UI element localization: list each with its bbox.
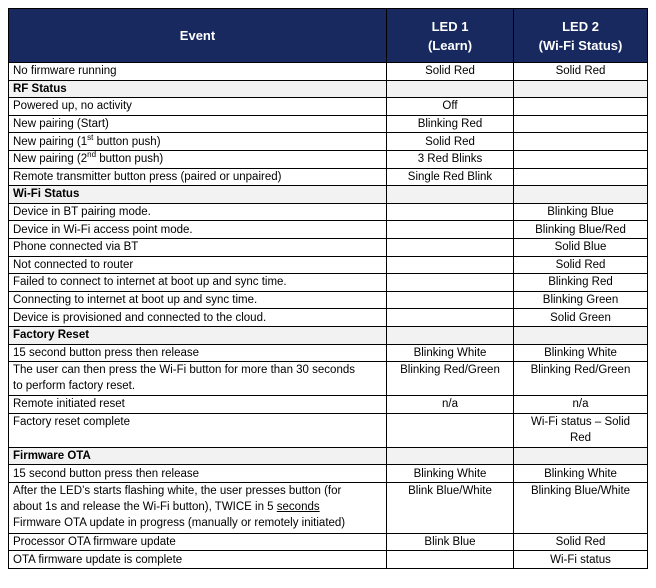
section-title: RF Status xyxy=(9,80,387,98)
section-title: Firmware OTA xyxy=(9,447,387,465)
section-title: Factory Reset xyxy=(9,326,387,344)
header-led1-title: LED 1 xyxy=(431,18,469,34)
section-empty-cell xyxy=(387,447,514,465)
led2-cell xyxy=(514,150,648,168)
ordinal-superscript: st xyxy=(87,132,94,142)
led1-cell xyxy=(387,221,514,239)
table-row xyxy=(9,413,648,447)
led2-cell: Blinking Blue/Red xyxy=(514,221,648,239)
section-empty-cell xyxy=(514,447,648,465)
led-status-table xyxy=(8,8,648,569)
table-row xyxy=(9,150,648,168)
event-cell: Factory reset complete xyxy=(9,413,387,447)
led2-cell xyxy=(514,133,648,151)
led2-text-line: Red xyxy=(569,431,592,444)
event-cell: Failed to connect to internet at boot up and sync time. xyxy=(9,274,387,292)
led1-cell xyxy=(387,551,514,569)
led1-cell xyxy=(387,203,514,221)
led2-cell: Blinking Blue xyxy=(514,203,648,221)
section-empty-cell xyxy=(514,326,648,344)
table-row xyxy=(9,465,648,483)
table-row xyxy=(9,115,648,133)
led-status-table-container xyxy=(8,8,647,569)
header-event: Event xyxy=(9,9,387,63)
led2-cell xyxy=(514,168,648,186)
led1-cell: Blinking White xyxy=(387,465,514,483)
underlined-word: seconds xyxy=(276,500,320,513)
table-row xyxy=(9,63,648,81)
event-text-line: After the LED’s starts flashing white, the user presses button (for xyxy=(13,484,342,497)
header-led2-subtitle: (Wi-Fi Status) xyxy=(538,37,623,53)
event-cell: Powered up, no activity xyxy=(9,98,387,116)
led1-cell xyxy=(387,256,514,274)
table-row xyxy=(9,133,648,151)
led1-cell xyxy=(387,413,514,447)
led1-cell: Off xyxy=(387,98,514,116)
table-row xyxy=(9,291,648,309)
header-led2 xyxy=(514,9,648,63)
led2-cell: Solid Red xyxy=(514,63,648,81)
section-empty-cell xyxy=(387,186,514,204)
section-row-rf-status xyxy=(9,80,648,98)
led1-cell xyxy=(387,309,514,327)
header-led2-title: LED 2 xyxy=(562,18,599,34)
event-text-line: about 1s and release the Wi-Fi button), TWICE in 5 xyxy=(13,500,277,513)
led1-cell: Blinking Red/Green xyxy=(387,362,514,396)
led1-cell xyxy=(387,291,514,309)
event-text: button push) xyxy=(96,153,164,166)
table-row xyxy=(9,256,648,274)
led1-cell: Blink Blue xyxy=(387,533,514,551)
event-cell: Device is provisioned and connected to the cloud. xyxy=(9,309,387,327)
table-row xyxy=(9,274,648,292)
table-row xyxy=(9,396,648,414)
section-empty-cell xyxy=(514,80,648,98)
led1-cell: 3 Red Blinks xyxy=(387,150,514,168)
table-row xyxy=(9,482,648,533)
table-row xyxy=(9,362,648,396)
led2-cell: Solid Blue xyxy=(514,238,648,256)
led2-cell: Blinking White xyxy=(514,344,648,362)
led1-cell: Solid Red xyxy=(387,133,514,151)
event-cell: Phone connected via BT xyxy=(9,238,387,256)
led2-cell: Solid Red xyxy=(514,256,648,274)
led2-cell: Solid Green xyxy=(514,309,648,327)
section-row-wifi-status xyxy=(9,186,648,204)
table-row xyxy=(9,221,648,239)
ordinal-superscript: nd xyxy=(87,150,97,160)
event-cell: Processor OTA firmware update xyxy=(9,533,387,551)
table-row xyxy=(9,551,648,569)
table-header-row xyxy=(9,9,648,63)
table-row xyxy=(9,238,648,256)
table-row xyxy=(9,533,648,551)
led2-cell: Blinking Red xyxy=(514,274,648,292)
led1-cell: Single Red Blink xyxy=(387,168,514,186)
event-text: New pairing (1 xyxy=(13,135,88,148)
led2-cell xyxy=(514,115,648,133)
led1-cell: Solid Red xyxy=(387,63,514,81)
led2-cell: Blinking White xyxy=(514,465,648,483)
event-text-line: The user can then press the Wi-Fi button for more than 30 seconds xyxy=(13,364,355,377)
event-cell: Remote transmitter button press (paired or unpaired) xyxy=(9,168,387,186)
event-cell: Not connected to router xyxy=(9,256,387,274)
event-text: button push) xyxy=(93,135,161,148)
led2-cell: n/a xyxy=(514,396,648,414)
led2-text-line: Wi-Fi status – Solid xyxy=(530,415,631,428)
section-row-firmware-ota xyxy=(9,447,648,465)
event-cell xyxy=(9,150,387,168)
led2-cell: Wi-Fi status xyxy=(514,551,648,569)
table-row xyxy=(9,98,648,116)
led1-cell: Blinking White xyxy=(387,344,514,362)
event-text: New pairing (2 xyxy=(13,153,88,166)
table-row xyxy=(9,344,648,362)
led1-cell: Blink Blue/White xyxy=(387,482,514,533)
event-cell: Device in BT pairing mode. xyxy=(9,203,387,221)
led2-cell xyxy=(514,413,648,447)
led2-cell: Blinking Green xyxy=(514,291,648,309)
led2-cell xyxy=(514,98,648,116)
led1-cell xyxy=(387,274,514,292)
event-cell: OTA firmware update is complete xyxy=(9,551,387,569)
event-cell xyxy=(9,133,387,151)
event-text-line: Firmware OTA update in progress (manually or remotely initiated) xyxy=(13,516,346,529)
event-cell: Remote initiated reset xyxy=(9,396,387,414)
table-row xyxy=(9,203,648,221)
event-text-line: to perform factory reset. xyxy=(13,380,136,393)
header-led1 xyxy=(387,9,514,63)
led1-cell xyxy=(387,238,514,256)
led2-cell: Blinking Red/Green xyxy=(514,362,648,396)
table-row xyxy=(9,168,648,186)
event-cell xyxy=(9,362,387,396)
event-cell xyxy=(9,482,387,533)
section-title: Wi-Fi Status xyxy=(9,186,387,204)
led2-cell: Solid Red xyxy=(514,533,648,551)
table-row xyxy=(9,309,648,327)
event-cell: Connecting to internet at boot up and sync time. xyxy=(9,291,387,309)
event-cell: 15 second button press then release xyxy=(9,344,387,362)
event-cell: Device in Wi-Fi access point mode. xyxy=(9,221,387,239)
led1-cell: n/a xyxy=(387,396,514,414)
led1-cell: Blinking Red xyxy=(387,115,514,133)
section-empty-cell xyxy=(514,186,648,204)
section-empty-cell xyxy=(387,80,514,98)
section-empty-cell xyxy=(387,326,514,344)
header-led1-subtitle: (Learn) xyxy=(427,37,473,53)
led2-cell: Blinking Blue/White xyxy=(514,482,648,533)
event-cell: No firmware running xyxy=(9,63,387,81)
event-cell: 15 second button press then release xyxy=(9,465,387,483)
section-row-factory-reset xyxy=(9,326,648,344)
event-cell: New pairing (Start) xyxy=(9,115,387,133)
